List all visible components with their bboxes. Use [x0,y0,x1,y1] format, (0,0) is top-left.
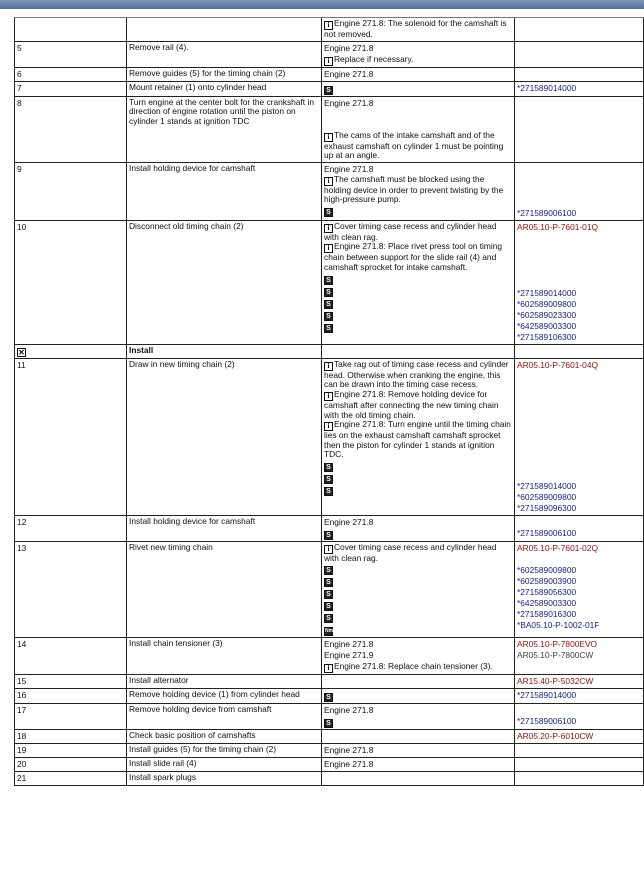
note-text: Engine 271.8 [324,759,374,770]
ref-line [517,598,641,609]
ref-text[interactable]: AR05.10-P-7800CW [517,650,594,661]
note-line [324,623,512,636]
table-row [14,772,644,786]
note-line [324,716,512,728]
action-cell [127,42,322,67]
refs-cell [515,744,644,757]
ref-line [517,208,641,219]
ref-text[interactable]: AR05.10-P-7800EVO [517,639,598,650]
note-line [324,321,512,333]
note-text: Cover timing case recess and cylinder head with clean rag. [324,541,497,563]
ref-line [517,481,641,492]
notes-cell [322,772,515,785]
note-line [324,420,512,460]
ref-text[interactable]: AR05.20-P-6010CW [517,731,594,742]
special-tool-icon: S [324,578,333,587]
refs-cell [515,163,644,220]
step-number: 20 [17,759,27,770]
note-line [324,599,512,611]
action-text: Check basic position of camshafts [129,730,256,741]
ref-text[interactable]: *271589006100 [517,207,577,218]
notes-cell [322,345,515,358]
ref-line [517,288,641,299]
note-text: Take rag out of timing case recess and cylinder head. Otherwise when cranking the engine, this can be drawn into the timing case recess. [324,358,509,390]
refs-cell [515,675,644,688]
action-text: Draw in new timing chain (2) [129,358,235,369]
note-line [324,472,512,484]
note-line [324,54,512,66]
note-line [324,131,512,161]
action-text: Install holding device for camshaft [129,515,256,526]
table-row [14,638,644,675]
note-line [324,285,512,297]
ref-line [517,299,641,310]
refs-cell [515,97,644,162]
ref-text[interactable]: AR05.10-P-7601-02Q [517,542,599,553]
ref-text[interactable]: AR05.10-P-7601-04Q [517,359,599,370]
note-spacer [324,109,512,131]
ref-spacer [517,517,641,528]
note-line [324,309,512,321]
ref-line [517,543,641,554]
action-text: Install slide rail (4) [129,758,197,769]
info-icon: i [324,224,333,233]
note-line [324,661,512,673]
step-cell [14,516,127,541]
ref-text[interactable]: *271589014000 [517,690,577,701]
step-number: 14 [17,639,27,650]
step-cell [14,221,127,344]
step-number: 7 [17,82,22,93]
note-text: Replace if necessary. [334,53,414,64]
action-cell [127,97,322,162]
ref-text[interactable]: *602589009800 [517,298,577,309]
table-row [14,221,644,345]
note-text: Engine 271.8 [324,639,374,650]
step-cell [14,704,127,729]
action-text: Install guides (5) for the timing chain (2) [129,744,277,755]
special-tool-icon: S [324,324,333,333]
note-text: Engine 271.9 [324,650,374,661]
special-tool-icon: S [324,693,333,702]
table-row [14,730,644,744]
ref-spacer [517,371,641,481]
special-tool-icon: S [324,487,333,496]
note-line [324,390,512,420]
note-line [324,611,512,623]
note-line [324,639,512,650]
table-row [14,97,644,163]
ref-line [517,565,641,576]
note-text: Engine 271.8: Remove holding device for camshaft after connecting the new timing chain with the old timing chain. [324,388,499,420]
note-line [324,563,512,575]
note-text: Engine 271.8 [324,745,374,756]
action-text: Install chain tensioner (3) [129,638,223,649]
step-cell [14,359,127,515]
note-line [324,543,512,564]
info-icon: i [324,362,333,371]
step-number: 8 [17,97,22,108]
step-number: 5 [17,42,22,53]
install-step-icon: ✕ [18,347,25,357]
ref-line [517,690,641,701]
notes-cell [322,163,515,220]
step-number: 11 [17,359,26,370]
table-row [14,516,644,542]
step-cell [14,758,127,771]
table-row [14,744,644,758]
note-text: Engine 271.8 [324,705,374,716]
ref-text[interactable]: *271589014000 [517,82,577,93]
notes-cell [322,730,515,743]
action-cell [127,345,322,358]
special-tool-icon: S [324,602,333,611]
action-text: Install alternator [129,675,189,686]
table-row [14,163,644,221]
note-line [324,517,512,528]
note-text: Engine 271.8 [324,97,374,108]
action-cell [127,689,322,703]
step-cell [14,689,127,703]
note-line [324,222,512,243]
ref-line [517,650,641,661]
action-cell [127,18,322,41]
table-row [14,82,644,97]
notes-cell [322,638,515,674]
refs-cell [515,516,644,541]
ref-spacer [517,233,641,288]
notes-cell [322,221,515,344]
action-text: Install [129,344,154,355]
step-number: 16 [17,690,27,701]
ref-text[interactable]: *BA05.10-P-1002-01F [517,619,600,630]
special-tool-icon: S [324,276,333,285]
notes-cell [322,359,515,515]
ref-text[interactable]: *602589003900 [517,575,577,586]
step-number: 17 [17,705,27,716]
step-cell [14,345,127,358]
note-line [324,242,512,272]
step-number: 19 [17,745,27,756]
ref-text[interactable]: *642589003300 [517,320,577,331]
table-row [14,542,644,639]
refs-cell [515,68,644,81]
action-cell [127,359,322,515]
note-text: Engine 271.8 [324,163,374,174]
special-tool-icon: S [324,463,333,472]
ref-line [517,310,641,321]
step-cell [14,772,127,785]
ref-text[interactable]: AR05.10-P-7601-01Q [517,221,599,232]
step-cell [14,18,127,41]
note-text: Engine 271.8: Place rivet press tool on timing chain between support for the slide rail (4) and camshaft sprocket for intake camshaft. [324,241,503,272]
torque-icon: Nm [325,628,334,635]
ref-line [517,222,641,233]
table-row [14,689,644,704]
action-text: Turn engine at the center bolt for the crankshaft in direction of engine rotation until the piston on cylinder 1 stands at ignition TDC [129,96,314,126]
refs-cell [515,704,644,729]
note-line [324,273,512,285]
ref-text[interactable]: *271589006100 [517,527,577,538]
action-cell [127,516,322,541]
ref-text[interactable]: *271589006100 [517,716,577,727]
ref-line [517,492,641,503]
ref-text[interactable]: *602589009800 [517,491,577,502]
step-number: 21 [17,773,27,784]
note-line [324,690,512,702]
info-icon: i [324,177,333,186]
ref-text[interactable]: *271589016300 [517,608,577,619]
step-cell [14,675,127,688]
notes-cell [322,744,515,757]
table-row [14,704,644,730]
special-tool-icon: S [324,312,333,321]
ref-text[interactable]: *602589009800 [517,564,577,575]
table-row [14,345,644,359]
ref-line [517,676,641,687]
notes-cell [322,689,515,703]
action-text: Disconnect old timing chain (2) [129,220,244,231]
refs-cell [515,758,644,771]
step-cell [14,638,127,674]
refs-cell [515,359,644,515]
action-text: Remove holding device (1) from cylinder head [129,689,300,700]
special-tool-icon: S [324,288,333,297]
special-tool-icon: S [324,208,333,217]
action-cell [127,221,322,344]
step-number: 18 [17,731,27,742]
note-line [324,69,512,80]
refs-cell [515,638,644,674]
step-cell [14,97,127,162]
action-cell [127,704,322,729]
step-cell [14,163,127,220]
refs-cell [515,689,644,703]
action-cell [127,638,322,674]
action-text: Remove rail (4). [129,41,189,52]
step-cell [14,42,127,67]
action-text: Rivet new timing chain [129,541,213,552]
notes-cell [322,675,515,688]
ref-line [517,620,641,631]
step-number: 6 [17,68,22,79]
note-line [324,175,512,205]
ref-line [517,587,641,598]
ref-line [517,731,641,742]
info-icon: i [324,57,333,66]
note-line [324,575,512,587]
ref-text[interactable]: *271589014000 [517,287,577,298]
info-icon: i [324,422,333,431]
notes-cell [322,97,515,162]
ref-line [517,360,641,371]
refs-cell [515,82,644,96]
action-cell [127,82,322,96]
ref-line [517,503,641,514]
action-cell [127,758,322,771]
refs-cell [515,18,644,41]
action-text: Mount retainer (1) onto cylinder head [129,81,267,92]
special-tool-icon: S [324,300,333,309]
special-tool-icon: S [324,475,333,484]
info-icon: i [324,21,333,30]
note-text: Engine 271.8: The solenoid for the camshaft is not removed. [324,18,507,39]
info-icon: i [324,392,333,401]
notes-cell [322,704,515,729]
ref-text[interactable]: *271589056300 [517,586,577,597]
table-row [14,42,644,68]
refs-cell [515,730,644,743]
note-line [324,460,512,472]
action-text: Remove guides (5) for the timing chain (2) [129,67,286,78]
action-text: Install spark plugs [129,772,197,783]
refs-cell [515,221,644,344]
ref-line [517,321,641,332]
action-cell [127,744,322,757]
note-line [324,705,512,716]
table-row [14,68,644,82]
info-icon: i [324,545,333,554]
step-number: 15 [17,676,27,687]
refs-cell [515,42,644,67]
step-cell [14,68,127,81]
ref-line [517,639,641,650]
notes-cell [322,18,515,41]
note-line [324,43,512,54]
action-text: Remove holding device from camshaft [129,704,272,715]
note-text: Engine 271.8 [324,42,374,53]
ref-spacer [517,164,641,208]
ref-text[interactable]: *642589003300 [517,597,577,608]
info-icon: i [324,244,333,253]
special-tool-icon: S [324,566,333,575]
ref-line [517,576,641,587]
table-row [14,17,644,42]
special-tool-icon: S [324,531,333,540]
step-number: 13 [17,542,27,553]
ref-line [517,716,641,727]
action-cell [127,68,322,81]
refs-cell [515,345,644,358]
table-row [14,675,644,689]
notes-cell [322,516,515,541]
action-cell [127,675,322,688]
note-line [324,759,512,770]
ref-text[interactable]: *602589023300 [517,309,577,320]
notes-cell [322,42,515,67]
ref-line [517,83,641,94]
action-text: Install holding device for camshaft [129,162,256,173]
note-text: The camshaft must be blocked using the holding device in order to prevent twisting by the high-pressure pump. [324,173,504,205]
ref-text[interactable]: *271589014000 [517,480,577,491]
note-line [324,205,512,217]
ref-line [517,332,641,343]
ref-spacer [517,554,641,565]
notes-cell [322,758,515,771]
special-tool-icon: S [324,86,333,95]
note-text: Engine 271.8 [324,516,374,527]
note-line [324,19,512,40]
action-cell [127,772,322,785]
note-text: Engine 271.8 [324,68,374,79]
note-line [324,360,512,390]
notes-cell [322,82,515,96]
step-cell [14,542,127,638]
info-icon: i [324,133,333,142]
notes-cell [322,542,515,638]
ref-spacer [517,705,641,716]
note-line [324,650,512,661]
step-cell [14,82,127,96]
special-tool-icon: S [324,614,333,623]
special-tool-icon: S [324,590,333,599]
special-tool-icon: S [324,719,333,728]
action-cell [127,730,322,743]
info-icon: i [324,664,333,673]
note-text: The cams of the intake camshaft and of the exhaust camshaft on cylinder 1 must be pointing up at an angle. [324,129,504,161]
ref-text[interactable]: *271589096300 [517,502,577,513]
notes-cell [322,68,515,81]
refs-cell [515,542,644,638]
ref-line [517,528,641,539]
note-text: Cover timing case recess and cylinder head with clean rag. [324,220,497,242]
table-row [14,758,644,772]
table-row [14,359,644,516]
refs-cell [515,772,644,785]
action-cell [127,542,322,638]
step-number: 10 [17,221,27,232]
note-line [324,98,512,109]
note-line [324,528,512,540]
window-top-bar [0,0,644,9]
step-number: 12 [17,516,27,527]
note-line [324,297,512,309]
ref-line [517,609,641,620]
note-line [324,83,512,95]
step-cell [14,744,127,757]
ref-text[interactable]: *271589106300 [517,331,577,342]
note-text: Engine 271.8: Replace chain tensioner (3). [334,661,493,672]
ref-text[interactable]: AR15.40-P-5032CW [517,676,594,687]
procedure-table [14,17,644,786]
note-line [324,484,512,496]
note-line [324,587,512,599]
note-line [324,745,512,756]
step-number: 9 [17,163,22,174]
note-text: Engine 271.8: Turn engine until the timing chain lies on the exhaust camshaft camshaft sprocket then the piston for cylinder 1 stands at ignition TDC. [324,419,511,460]
action-cell [127,163,322,220]
action-text [129,19,319,30]
step-cell [14,730,127,743]
